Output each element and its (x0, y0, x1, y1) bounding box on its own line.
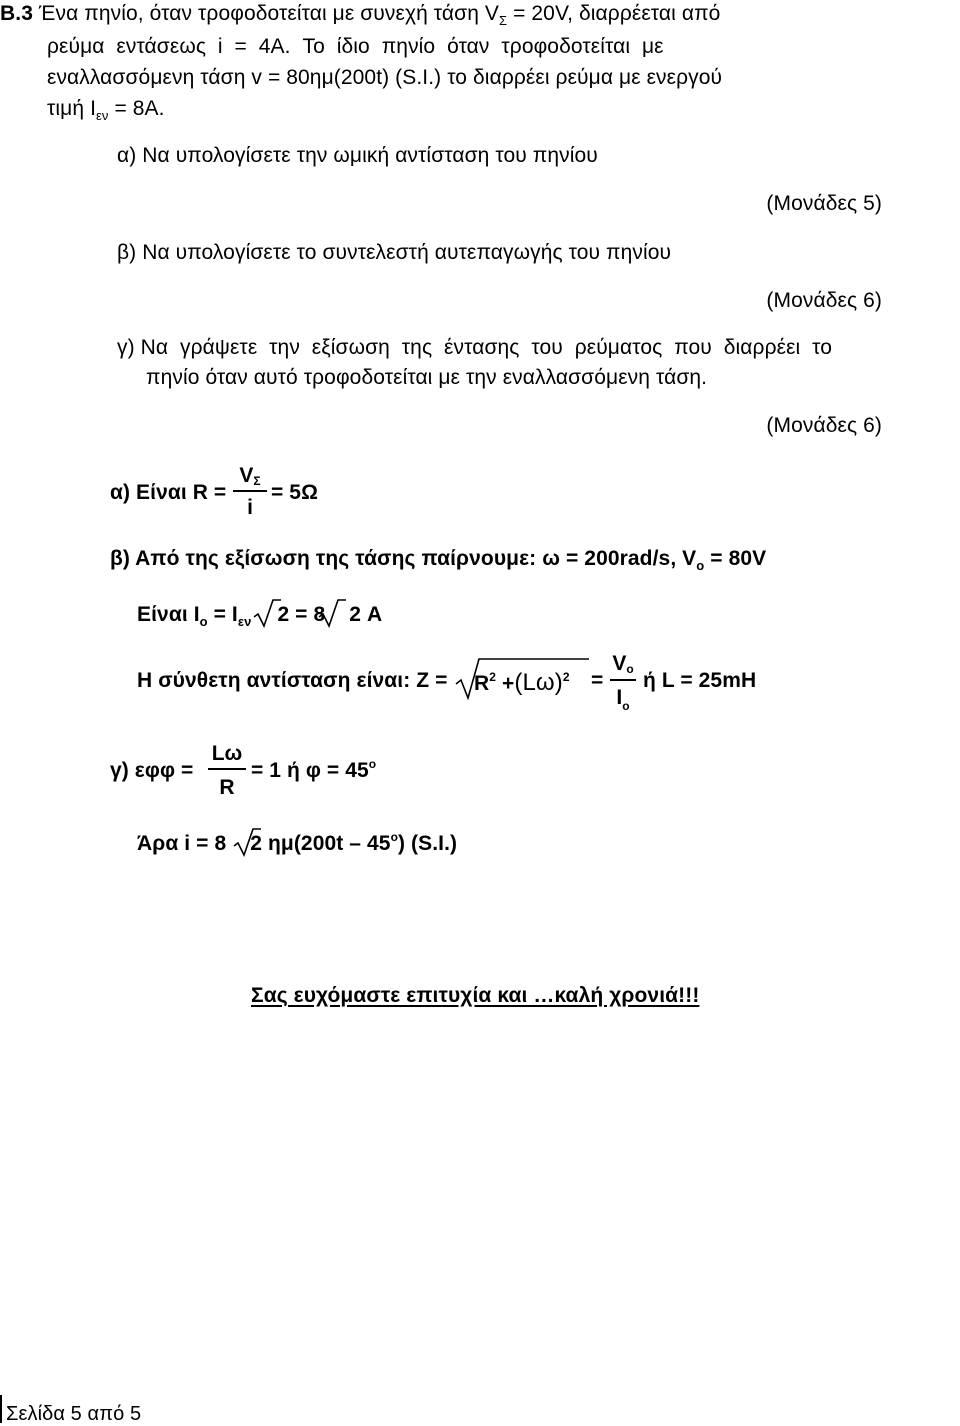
sqrt-symbol-3 (233, 827, 261, 857)
impedance-result: ή L = 25mH (643, 669, 757, 692)
question-b: β) Να υπολογίσετε το συντελεστή αυτεπαγωγής του πηνίου (117, 241, 672, 264)
solution-a-fraction-line (233, 490, 267, 492)
solution-c-fraction-line (208, 768, 246, 770)
question-c-marks: (Μονάδες 6) (766, 414, 882, 437)
impedance-radicand: $R^2 +(L\omega)^2$ (474, 669, 570, 696)
solution-a-prefix: α) Είναι R = (110, 481, 227, 504)
solution-c-prefix: γ) εφφ = (110, 759, 194, 782)
problem-number: Β.3 (0, 2, 33, 25)
question-c-line-2: πηνίο όταν αυτό τροφοδοτείται με την εναλλασσόμενη τάση. (146, 366, 708, 389)
impedance-fraction-line (610, 679, 636, 681)
impedance-denominator: $I_o$ (616, 686, 630, 713)
solution-a-denominator: i (247, 496, 253, 519)
solution-c-denominator: R (219, 776, 235, 799)
solution-a-numerator: VΣ (239, 464, 261, 488)
impedance-numerator: Vo (612, 652, 634, 676)
problem-line-4: τιμή $I_{\varepsilon\nu} = 8A$. (47, 97, 165, 123)
impedance-equals: = (591, 669, 604, 692)
question-c-line-1: γ) Να γράψετε την εξίσωση της έντασης του ρεύματος που διαρρέει το (117, 336, 833, 359)
sqrt-symbol-1 (253, 598, 281, 628)
problem-line-1: Β.3 Ένα πηνίο, όταν τροφοδοτείται με συνεχή τάση $V_\Sigma = 20V$, διαρρέεται από (0, 2, 721, 28)
question-b-marks: (Μονάδες 6) (766, 289, 882, 312)
impedance-prefix: Η σύνθετη αντίσταση είναι: Z = (137, 669, 448, 692)
solution-c-result: = 1 ή $\varphi = 45^o$ (251, 757, 377, 782)
closing-message: Σας ευχόμαστε επιτυχία και …καλή χρονιά!!! (251, 984, 700, 1007)
solution-b-line-2: Είναι $I_o = I_{\varepsilon\nu}$ 2 = 8 2 A (137, 603, 383, 629)
problem-line-2: ρεύμα εντάσεως i = 4A. Το ίδιο πηνίο όταν τροφοδοτείται με (47, 35, 664, 58)
question-a-marks: (Μονάδες 5) (766, 192, 882, 215)
solution-a-result: = 5Ω (271, 481, 319, 504)
question-a: α) Να υπολογίσετε την ωμική αντίσταση του πηνίου (117, 144, 598, 167)
solution-b-line-1: β) Από της εξίσωση της τάσης παίρνουμε: ω = 200rad/s, $V_o = 80V$ (110, 547, 767, 573)
solution-c-line-2: Άρα i = 8 2 ημ(200t – 45$^o$) (S.I.) (137, 830, 458, 855)
page-footer: Σελίδα 5 από 5 (6, 1403, 142, 1425)
footer-rule (0, 1395, 2, 1423)
sqrt-symbol-2 (318, 598, 346, 628)
problem-line-3: εναλλασσόμενη τάση v = 80ημ(200t) (S.I.) το διαρρέει ρεύμα με ενεργού (47, 66, 723, 89)
solution-c-numerator: Lω (211, 742, 243, 765)
